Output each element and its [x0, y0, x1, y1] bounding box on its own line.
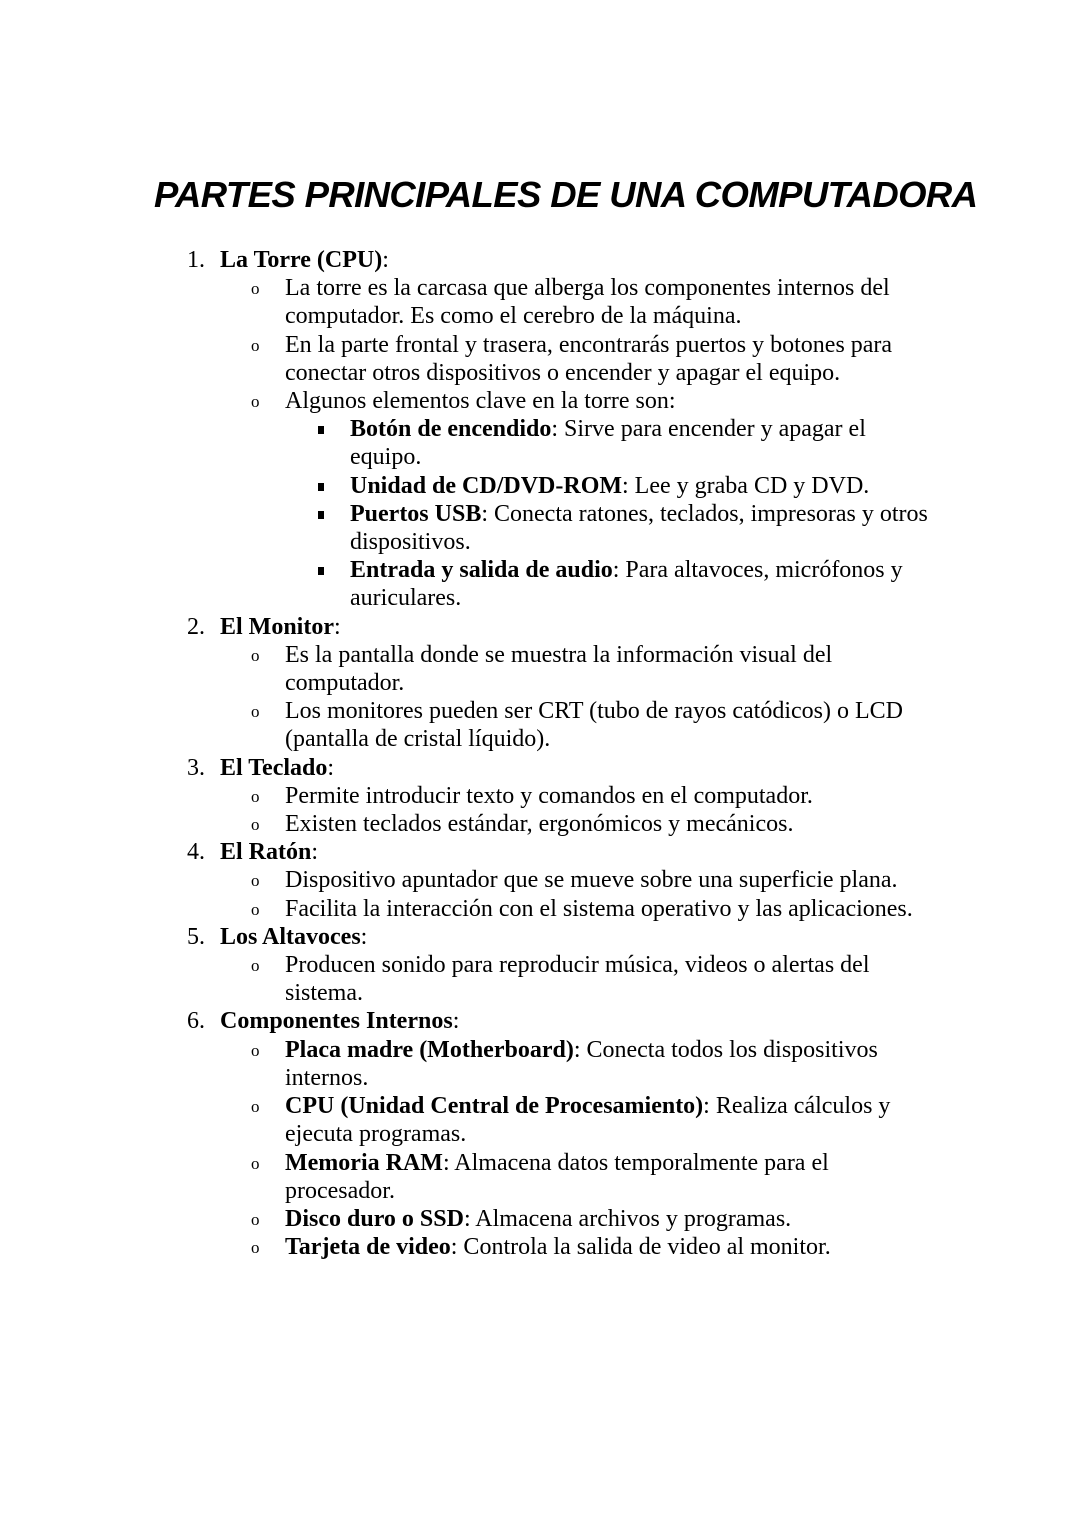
list-item: o Es la pantalla donde se muestra la información visual del computador. — [251, 641, 833, 697]
section-number: 2. — [187, 613, 205, 640]
section-number: 1. — [187, 247, 205, 273]
sub-list-item: Botón de encendido: Sirve para encender y apagar el equipo. — [0, 415, 1080, 471]
circle-bullet-icon: o — [251, 871, 260, 891]
section-heading: Los Altavoces: — [220, 923, 368, 950]
circle-bullet-icon: o — [251, 899, 260, 919]
circle-bullet-icon: o — [251, 645, 260, 665]
circle-bullet-icon: o — [251, 1209, 260, 1229]
list-item: o Algunos elementos clave en la torre son: — [0, 387, 1080, 415]
section-heading: El Monitor: — [220, 613, 341, 640]
list-item: o Producen sonido para reproducir música, videos o alertas del sistema. — [251, 952, 870, 1007]
sub-list-item: Entrada y salida de audio: Para altavoces, micrófonos y auriculares. — [0, 556, 1080, 612]
document-body — [0, 246, 1080, 1261]
list-item: o CPU (Unidad Central de Procesamiento): Realiza cálculos y ejecuta programas. — [251, 1093, 891, 1148]
circle-bullet-icon: o — [251, 1097, 260, 1117]
section-number: 6. — [187, 1008, 205, 1035]
section-item — [0, 613, 1080, 641]
sub-list-item: Unidad de CD/DVD-ROM: Lee y graba CD y DVD. — [0, 472, 1080, 500]
square-bullet-icon — [318, 567, 324, 575]
numbered-list — [0, 246, 1080, 1261]
section-number: 3. — [187, 754, 205, 781]
circle-bullet-icon: o — [251, 1153, 260, 1173]
circle-bullet-icon: o — [251, 815, 260, 835]
section-number: 5. — [187, 923, 205, 950]
list-item: o Existen teclados estándar, ergonómicos y mecánicos. — [0, 810, 1080, 838]
list-item: o La torre es la carcasa que alberga los componentes internos del computador. Es como el cerebro de la máquina. — [251, 275, 890, 330]
section-item — [0, 1007, 1080, 1035]
list-item: o Disco duro o SSD: Almacena archivos y programas. — [0, 1205, 1080, 1233]
square-bullet-icon — [318, 426, 324, 434]
section-item — [0, 923, 1080, 951]
circle-bullet-icon: o — [251, 392, 260, 412]
list-item: o Dispositivo apuntador que se mueve sobre una superficie plana. — [0, 866, 1080, 894]
list-item: o Memoria RAM: Almacena datos temporalmente para el procesador. — [251, 1149, 829, 1204]
section-item — [0, 754, 1080, 782]
section-heading: El Ratón: — [220, 839, 319, 866]
circle-bullet-icon: o — [251, 1040, 260, 1060]
list-item: o Tarjeta de video: Controla la salida de video al monitor. — [0, 1233, 1080, 1261]
section-heading: Componentes Internos: — [220, 1008, 460, 1035]
square-bullet-icon — [318, 511, 324, 519]
section-heading: El Teclado: — [220, 754, 335, 781]
circle-bullet-icon: o — [251, 702, 260, 722]
page-title: PARTES PRINCIPALES DE UNA COMPUTADORA — [154, 174, 978, 215]
circle-bullet-icon: o — [251, 956, 260, 976]
square-bullet-icon — [318, 483, 324, 491]
list-item: o Los monitores pueden ser CRT (tubo de rayos catódicos) o LCD (pantalla de cristal líquido). — [251, 698, 903, 753]
list-item: o Placa madre (Motherboard): Conecta todos los dispositivos internos. — [251, 1036, 878, 1091]
section-heading: La Torre (CPU): — [220, 247, 389, 273]
circle-bullet-icon: o — [251, 1238, 260, 1258]
section-item — [0, 246, 1080, 274]
section-item — [0, 838, 1080, 866]
circle-bullet-icon: o — [251, 335, 260, 355]
list-item: o Facilita la interacción con el sistema operativo y las aplicaciones. — [0, 895, 1080, 923]
circle-bullet-icon: o — [251, 279, 260, 299]
section-number: 4. — [187, 839, 205, 866]
sub-list-item: Puertos USB: Conecta ratones, teclados, impresoras y otros dispositivos. — [0, 500, 1080, 556]
list-item: o Permite introducir texto y comandos en el computador. — [0, 782, 1080, 810]
circle-bullet-icon: o — [251, 786, 260, 806]
list-item: o En la parte frontal y trasera, encontrarás puertos y botones para conectar otros dispositivos o encender y apagar el equipo. — [251, 331, 893, 386]
